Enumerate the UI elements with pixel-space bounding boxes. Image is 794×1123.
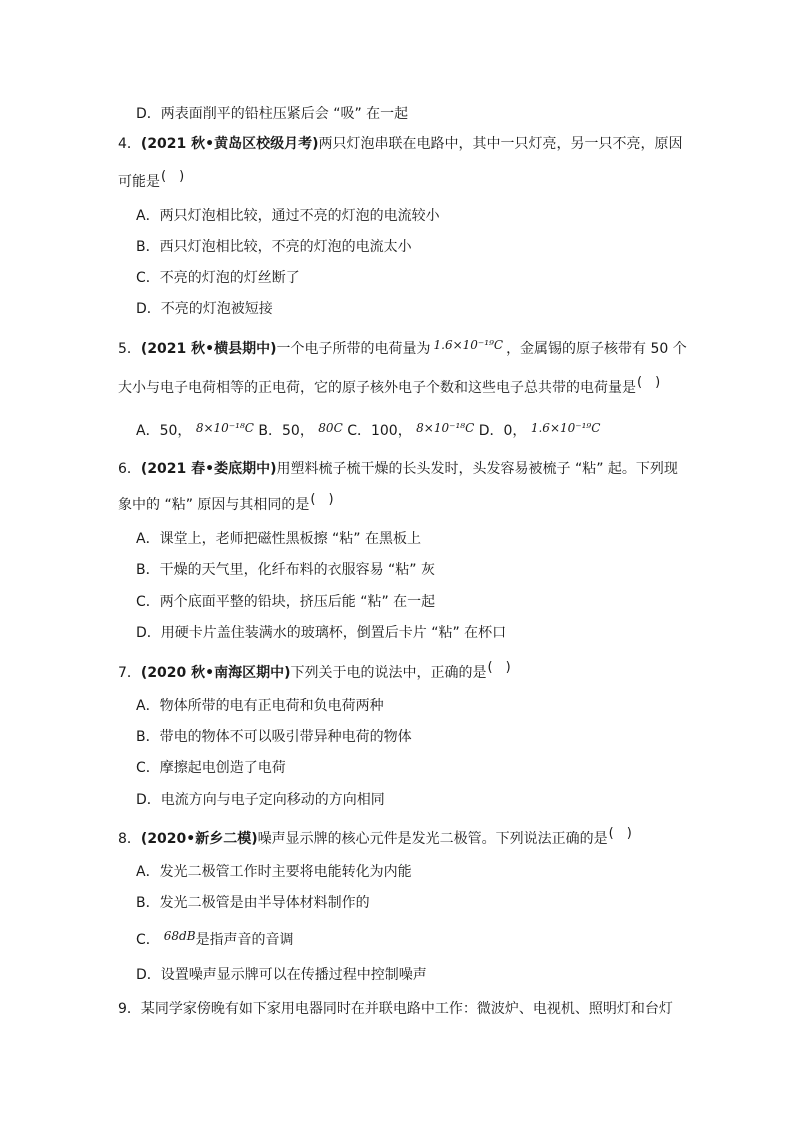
- q4-option-c: C．不亮的灯泡的灯丝断了: [136, 270, 300, 286]
- q8-option-d: D．设置噪声显示牌可以在传播过程中控制噪声: [136, 967, 427, 983]
- q6-option-a: A．课堂上，老师把磁性黑板擦 “粘” 在黑板上: [136, 531, 421, 547]
- q5-source: (2021 秋•横县期中): [140, 341, 277, 357]
- q5-text-2: 大小与电子电荷相等的正电荷，它的原子核外电子个数和这些电子总共带的电荷量是: [118, 380, 636, 396]
- q6-answer-paren: ( ): [310, 492, 334, 507]
- q5-option-d-value: 1.6×10⁻¹⁹C: [530, 421, 601, 435]
- q8-option-c: [136, 930, 294, 950]
- q7-source: (2020 秋•南海区期中): [140, 665, 291, 681]
- q6-option-c: C．两个底面平整的铅块，挤压后能 “粘” 在一起: [136, 594, 436, 610]
- q7-option-d: D．电流方向与电子定向移动的方向相同: [136, 792, 385, 808]
- q6-number: 6．: [118, 461, 141, 477]
- q5-options-row: [136, 421, 600, 441]
- q4-number: 4．: [118, 136, 141, 152]
- q7-answer-paren: ( ): [487, 660, 511, 675]
- q8-line-1: [118, 826, 632, 850]
- q5-number: 5．: [118, 341, 141, 357]
- q4-option-b: B．西只灯泡相比较，不亮的灯泡的电流太小: [136, 239, 412, 255]
- q6-line-1: [118, 459, 678, 479]
- q6-text-2: 象中的 “粘” 原因与其相同的是: [118, 497, 310, 513]
- q5-text-1b: ，金属锡的原子核带有 50 个: [506, 341, 687, 357]
- q5-option-b-label: B．50，: [258, 423, 314, 439]
- q5-answer-paren: ( ): [637, 375, 661, 390]
- q7-text-1: 下列关于电的说法中，正确的是: [290, 665, 487, 681]
- q5-option-c-value: 8×10⁻¹⁸C: [416, 421, 475, 435]
- q6-line-2: [118, 492, 334, 516]
- q8-option-c-text: 是指声音的音调: [195, 932, 294, 948]
- q8-text-1: 噪声显示牌的核心元件是发光二极管。下列说法正确的是: [257, 831, 608, 847]
- q6-text-1: 用塑料梳子梳干燥的长头发时，头发容易被梳子 “粘” 起。下列现: [276, 461, 678, 477]
- q8-answer-paren: ( ): [608, 826, 632, 841]
- q6-option-d: D．用硬卡片盖住装满水的玻璃杯，倒置后卡片 “粘” 在杯口: [136, 625, 507, 641]
- q7-option-b: B．带电的物体不可以吸引带异种电荷的物体: [136, 729, 412, 745]
- q9-line-1: [118, 999, 673, 1019]
- q4-text-1: 两只灯泡串联在电路中，其中一只灯亮，另一只不亮，原因: [318, 136, 683, 152]
- q8-source: (2020•新乡二模): [140, 831, 258, 847]
- q5-line-2: [118, 375, 661, 399]
- q5-charge-formula: 1.6×10⁻¹⁹C: [433, 338, 504, 352]
- q6-option-b: B．干燥的天气里，化纤布料的衣服容易 “粘” 灰: [136, 562, 436, 578]
- q8-option-a: A．发光二极管工作时主要将电能转化为内能: [136, 864, 412, 880]
- q7-option-c: C．摩擦起电创造了电荷: [136, 760, 286, 776]
- q4-answer-paren: ( ): [161, 169, 185, 184]
- q9-text-1: 某同学家傍晚有如下家用电器同时在并联电路中工作：微波炉、电视机、照明灯和台灯: [140, 1001, 673, 1017]
- q4-text-2: 可能是: [118, 174, 160, 190]
- q5-line-1: [118, 339, 687, 359]
- q8-option-b: B．发光二极管是由半导体材料制作的: [136, 895, 370, 911]
- q4-line-2: [118, 169, 185, 193]
- q6-source: (2021 春•娄底期中): [140, 461, 277, 477]
- q5-option-c-label: C．100，: [347, 423, 412, 439]
- q5-option-d-label: D．0，: [478, 423, 527, 439]
- q4-source: (2021 秋•黄岛区校级月考): [140, 136, 319, 152]
- q7-number: 7．: [118, 665, 141, 681]
- q8-option-c-label: C．: [136, 932, 160, 948]
- q5-option-a-value: 8×10⁻¹⁸C: [195, 421, 254, 435]
- q7-option-a: A．物体所带的电有正电荷和负电荷两种: [136, 698, 384, 714]
- q4-option-a: A．两只灯泡相比较，通过不亮的灯泡的电流较小: [136, 208, 440, 224]
- q5-text-1: 一个电子所带的电荷量为: [276, 341, 431, 357]
- q4-option-d: D．不亮的灯泡被短接: [136, 301, 273, 317]
- q9-number: 9．: [118, 1001, 141, 1017]
- q5-option-a-label: A．50，: [136, 423, 192, 439]
- q7-line-1: [118, 660, 511, 684]
- q3-option-d: D．两表面削平的铅柱压紧后会 “吸” 在一起: [136, 106, 409, 122]
- q4-line-1: [118, 134, 683, 154]
- q8-number: 8．: [118, 831, 141, 847]
- q5-option-b-value: 80C: [318, 421, 343, 435]
- q8-option-c-formula: 68dB: [163, 929, 196, 943]
